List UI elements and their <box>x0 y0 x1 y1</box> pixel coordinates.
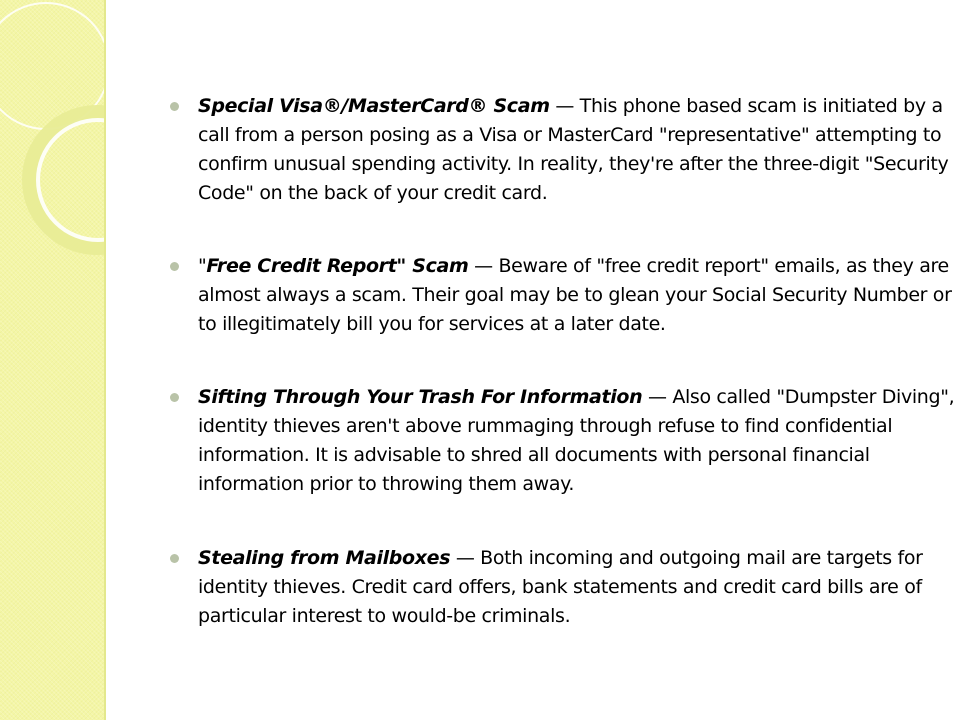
bullet-term: Sifting Through Your Trash For Information <box>198 386 643 408</box>
bullet-prefix: " <box>198 255 207 277</box>
bullet-dot-icon <box>170 262 179 271</box>
bullet-dot-icon <box>170 554 179 563</box>
bullet-term: Free Credit Report" Scam <box>206 255 469 277</box>
bullet-item-free-credit-report-scam <box>170 252 960 339</box>
bullet-text: — Also called "Dumpster Diving", identity thieves aren't above rummaging through refuse to find confidential information. It is advisable to shred all documents with personal financial information prior to throwing them away. <box>198 386 955 495</box>
bullet-dot-icon <box>170 102 179 111</box>
side-band-edge <box>104 0 106 720</box>
bullet-term: Special Visa®/MasterCard® Scam <box>198 95 550 117</box>
bullet-term: Stealing from Mailboxes <box>198 547 451 569</box>
bullet-text: — This phone based scam is initiated by a call from a person posing as a Visa or MasterCard "representative" attempting to confirm unusual spending activity. In reality, they're after the three-digit "Security Code" on the back of your credit card. <box>198 95 949 204</box>
bullet-text: — Beware of "free credit report" emails, as they are almost always a scam. Their goal may be to glean your Social Security Number or to illegitimately bill you for services at a later date. <box>198 255 952 335</box>
bullet-text: — Both incoming and outgoing mail are targets for identity thieves. Credit card offers, bank statements and credit card bills are of particular interest to would-be criminals. <box>198 547 923 627</box>
decorative-side-band <box>0 0 106 720</box>
bullet-item-sifting-through-trash <box>170 383 960 499</box>
bullet-item-visa-mastercard-scam <box>170 92 960 208</box>
bullet-dot-icon <box>170 393 179 402</box>
bullet-item-stealing-from-mailboxes <box>170 544 960 631</box>
